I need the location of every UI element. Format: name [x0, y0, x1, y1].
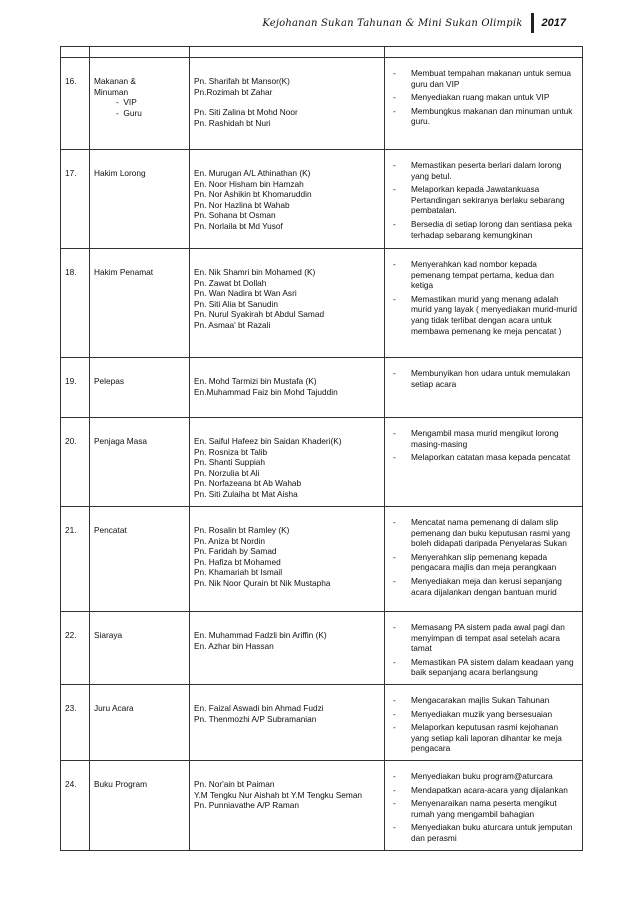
task-list: [389, 622, 578, 678]
task-item: - Membuat tempahan makanan untuk semua guru dan VIP: [389, 68, 578, 89]
tasks-cell: [385, 684, 583, 760]
tasks-cell: [385, 612, 583, 685]
committee-member: Pn. Norfazeana bt Ab Wahab: [194, 478, 302, 489]
committee-member: Pn. Wan Nadira bt Wan Asri: [194, 288, 297, 299]
function-cell: [90, 58, 190, 150]
task-item: - Membungkus makanan dan minuman untuk guru.: [389, 106, 578, 127]
function-cell: [90, 418, 190, 507]
committee-member: Pn.Rozimah bt Zahar: [194, 86, 273, 97]
committee-member: En. Azhar bin Hassan: [194, 640, 274, 651]
function-cell: [90, 358, 190, 418]
committee-member: Pn. Nik Noor Qurain bt Nik Mustapha: [194, 577, 331, 588]
table-row: [61, 58, 583, 150]
tasks-cell: [385, 150, 583, 249]
sub-item-label: VIP: [123, 97, 137, 108]
function-name: Hakim Penamat: [94, 267, 154, 277]
person-in-charge-cell: [190, 760, 385, 850]
row-number: 24.: [65, 778, 77, 789]
row-number: 21.: [65, 525, 77, 535]
task-item: - Bersedia di setiap lorong dan sentiasa peka terhadap sebarang kemungkinan: [389, 219, 578, 240]
task-item: - Menyediakan buku aturcara untuk jemputan dan perasmi: [389, 822, 578, 843]
table-row: [61, 358, 583, 418]
row-number-cell: [61, 358, 90, 418]
committee-member: Pn. Khamariah bt Ismail: [194, 567, 283, 578]
header-title: Kejohanan Sukan Tahunan & Mini Sukan Olimpik: [262, 17, 523, 29]
function-name: Makanan &: [94, 76, 136, 86]
task-item: - Mendapatkan acara-acara yang dijalankan: [389, 785, 578, 796]
row-number: 18.: [65, 267, 77, 277]
function-name: Hakim Lorong: [94, 168, 146, 178]
committee-member: En. Muhammad Fadzli bin Ariffin (K): [194, 630, 327, 640]
committee-member: Pn. Faridah by Samad: [194, 546, 277, 557]
task-item: - Melaporkan catatan masa kepada pencatat: [389, 452, 578, 463]
function-cell: [90, 150, 190, 249]
task-list: [389, 695, 578, 754]
table-row: [61, 418, 583, 507]
sub-item-dash: -: [116, 97, 124, 108]
row-number-cell: [61, 418, 90, 507]
function-name: Siaraya: [94, 630, 123, 640]
header-cell: [90, 47, 190, 58]
committee-member: Pn. Sharifah bt Mansor(K): [194, 76, 290, 86]
task-item: - Menyediakan ruang makan untuk VIP: [389, 92, 578, 103]
task-item: - Memastikan peserta berlari dalam lorong yang betul.: [389, 160, 578, 181]
row-number: 20.: [65, 436, 77, 446]
tasks-cell: [385, 418, 583, 507]
row-number-cell: [61, 612, 90, 685]
table-row: [61, 249, 583, 358]
committee-table-body: [61, 47, 583, 851]
committee-member: Pn. Aniza bt Nordin: [194, 535, 266, 546]
committee-member: En.Muhammad Faiz bin Mohd Tajuddin: [194, 386, 338, 397]
tasks-cell: [385, 249, 583, 358]
person-in-charge-cell: [190, 684, 385, 760]
header-cell: [385, 47, 583, 58]
committee-member: Pn. Norzulia bt Ali: [194, 467, 260, 478]
task-list: [389, 428, 578, 463]
task-item: - Memasang PA sistem pada awal pagi dan menyimpan di tempat asal setelah acara tamat: [389, 622, 578, 654]
tasks-cell: [385, 507, 583, 612]
row-number-cell: [61, 150, 90, 249]
committee-member: En. Saiful Hafeez bin Saidan Khaderi(K): [194, 436, 342, 446]
sub-item-dash: -: [116, 107, 124, 118]
row-number-cell: [61, 507, 90, 612]
committee-member: En. Murugan A/L Athinathan (K): [194, 168, 311, 178]
task-item: - Mencatat nama pemenang di dalam slip pemenang dan buku keputusan rasmi yang boleh didapati daripada Penyelaras Sukan: [389, 517, 578, 549]
row-number-cell: [61, 58, 90, 150]
person-in-charge-cell: [190, 150, 385, 249]
function-name: Buku Program: [94, 778, 148, 789]
person-in-charge-cell: [190, 507, 385, 612]
row-number: 17.: [65, 168, 77, 178]
function-cell: [90, 507, 190, 612]
task-item: - Menyenaraikan nama peserta mengikut rumah yang mengambil bahagian: [389, 798, 578, 819]
committee-table: [60, 46, 583, 851]
function-sub-item: [94, 108, 185, 119]
function-cell: [90, 612, 190, 685]
page-header: [262, 12, 566, 34]
header-cell: [61, 47, 90, 58]
task-item: - Menyediakan buku program@aturcara: [389, 771, 578, 782]
committee-member: Pn. Nor'ain bt Paiman: [194, 778, 275, 789]
committee-member: Pn. Nor Hazlina bt Wahab: [194, 199, 290, 210]
committee-member: Pn. Shanti Suppiah: [194, 457, 266, 468]
committee-member: En. Nik Shamri bin Mohamed (K): [194, 267, 316, 277]
row-number: 19.: [65, 376, 77, 386]
committee-member: En. Faizal Aswadi bin Ahmad Fudzi: [194, 702, 324, 713]
task-item: - Membunyikan hon udara untuk memulakan setiap acara: [389, 368, 578, 389]
person-in-charge-cell: [190, 58, 385, 150]
function-cell: [90, 684, 190, 760]
row-number: 23.: [65, 702, 77, 713]
committee-member: Pn. Hafiza bt Mohamed: [194, 556, 281, 567]
task-item: - Melaporkan keputusan rasmi kejohanan yang setiap kali laporan dihantar ke meja pengacara: [389, 722, 578, 754]
row-number-cell: [61, 684, 90, 760]
committee-member: Pn. Nurul Syakirah bt Abdul Samad: [194, 309, 325, 320]
committee-member: Y.M Tengku Nur Aishah bt Y.M Tengku Seman: [194, 789, 363, 800]
table-row: [61, 150, 583, 249]
member-group-gap: [194, 97, 380, 107]
function-name: Pelepas: [94, 376, 124, 386]
committee-member: Pn. Sohana bt Osman: [194, 210, 276, 221]
tasks-cell: [385, 760, 583, 850]
committee-member: Pn. Siti Zalina bt Mohd Noor: [194, 107, 298, 118]
table-row: [61, 612, 583, 685]
committee-member: Pn. Siti Zulaiha bt Mat Aisha: [194, 488, 298, 499]
function-cell: [90, 760, 190, 850]
table-row: [61, 760, 583, 850]
function-cell: [90, 249, 190, 358]
task-item: - Memastikan PA sistem dalam keadaan yang baik sepanjang acara berlangsung: [389, 657, 578, 678]
function-name-line: Minuman: [94, 86, 129, 97]
committee-member: Pn. Norlaila bt Md Yusof: [194, 220, 283, 231]
committee-member: Pn. Siti Alia bt Sanudin: [194, 298, 278, 309]
tasks-cell: [385, 58, 583, 150]
task-item: - Mengacarakan majlis Sukan Tahunan: [389, 695, 578, 706]
table-row: [61, 507, 583, 612]
function-name: Pencatat: [94, 525, 127, 535]
task-list: [389, 771, 578, 844]
header-year: 2017: [541, 17, 566, 29]
task-item: - Menyediakan meja dan kerusi sepanjang acara dijalankan dengan bantuan murid: [389, 576, 578, 597]
committee-member: Pn. Punniavathe A/P Raman: [194, 800, 300, 811]
task-list: [389, 517, 578, 597]
committee-member: Pn. Nor Ashikin bt Khomaruddin: [194, 189, 312, 200]
committee-member: Pn. Rosalin bt Ramley (K): [194, 525, 290, 535]
task-item: - Menyerahkan slip pemenang kepada pengacara majlis dan meja perangkaan: [389, 552, 578, 573]
table-header-row: [61, 47, 583, 58]
task-list: [389, 259, 578, 336]
row-number-cell: [61, 249, 90, 358]
task-item: - Melaporkan kepada Jawatankuasa Pertandingan sekiranya berlaku sebarang pembatalan.: [389, 184, 578, 216]
task-list: [389, 160, 578, 240]
committee-member: Pn. Asmaa' bt Razali: [194, 319, 271, 330]
function-name: Juru Acara: [94, 702, 134, 713]
task-list: [389, 68, 578, 127]
table-row: [61, 684, 583, 760]
person-in-charge-cell: [190, 612, 385, 685]
function-name: Penjaga Masa: [94, 436, 148, 446]
person-in-charge-cell: [190, 249, 385, 358]
row-number-cell: [61, 760, 90, 850]
row-number: 16.: [65, 76, 77, 86]
person-in-charge-cell: [190, 358, 385, 418]
sub-item-label: Guru: [123, 107, 142, 118]
committee-member: En. Noor Hisham bin Hamzah: [194, 178, 304, 189]
tasks-cell: [385, 358, 583, 418]
committee-member: Pn. Thenmozhi A/P Subramanian: [194, 713, 317, 724]
committee-member: En. Mohd Tarmizi bin Mustafa (K): [194, 376, 317, 386]
task-item: - Mengambil masa murid mengikut lorong masing-masing: [389, 428, 578, 449]
committee-member: Pn. Rosniza bt Talib: [194, 446, 268, 457]
task-item: - Menyediakan muzik yang bersesuaian: [389, 709, 578, 720]
header-cell: [190, 47, 385, 58]
task-item: - Menyerahkan kad nombor kepada pemenang tempat pertama, kedua dan ketiga: [389, 259, 578, 291]
task-list: [389, 368, 578, 389]
task-item: - Memastikan murid yang menang adalah murid yang layak ( menyediakan murid-murid yang tidak terlibat dengan acara untuk membawa pemenang ke meja pencatat ): [389, 294, 578, 336]
person-in-charge-cell: [190, 418, 385, 507]
committee-member: Pn. Rashidah bt Nuri: [194, 117, 271, 128]
function-sub-item: [94, 97, 185, 108]
committee-member: Pn. Zawat bt Dollah: [194, 277, 267, 288]
row-number: 22.: [65, 630, 77, 640]
